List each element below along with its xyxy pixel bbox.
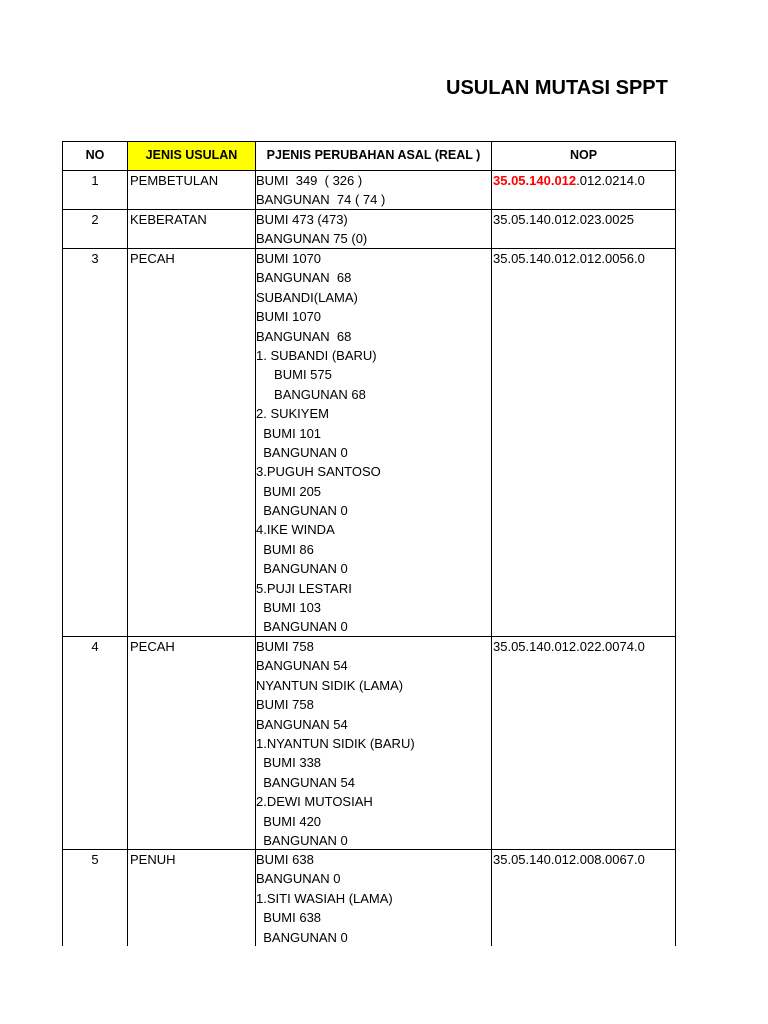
- perubahan-line: BUMI 1070: [256, 251, 322, 266]
- perubahan-line: BANGUNAN 74 ( 74 ): [256, 192, 386, 208]
- perubahan-line: 5.PUJI LESTARI: [256, 580, 352, 596]
- perubahan-line: BUMI 638: [256, 852, 314, 867]
- row-jenis-usulan: PECAH: [127, 249, 255, 636]
- header-jenis-usulan: JENIS USULAN: [127, 142, 255, 170]
- header-perubahan-asal: PJENIS PERUBAHAN ASAL (REAL ): [255, 142, 491, 170]
- perubahan-line: BANGUNAN 68: [256, 386, 366, 402]
- perubahan-line: BANGUNAN 0: [256, 444, 348, 460]
- table-row: [62, 248, 676, 636]
- row-nop: [491, 171, 676, 209]
- nop-value: .012.0214.0: [576, 173, 645, 188]
- perubahan-line: BANGUNAN 68: [256, 270, 352, 286]
- mutation-table: [62, 141, 676, 946]
- perubahan-line: BANGUNAN 0: [256, 619, 348, 635]
- table-row: [62, 170, 676, 209]
- perubahan-line: BANGUNAN 68: [256, 328, 352, 344]
- document-title: USULAN MUTASI SPPT: [446, 77, 668, 99]
- perubahan-line: 4.IKE WINDA: [256, 522, 335, 538]
- nop-highlighted-part: 35.05.140.012: [493, 173, 577, 188]
- perubahan-line: 1.NYANTUN SIDIK (BARU): [256, 735, 415, 751]
- row-nop: [491, 210, 676, 248]
- perubahan-line: BUMI 205: [256, 483, 322, 499]
- row-number: 2: [62, 210, 127, 248]
- perubahan-line: BANGUNAN 0: [256, 929, 348, 945]
- row-perubahan-asal: [255, 249, 491, 636]
- perubahan-line: BUMI 101: [256, 425, 322, 441]
- row-jenis-usulan: PECAH: [127, 637, 255, 849]
- perubahan-line: BUMI 575: [256, 367, 332, 383]
- perubahan-line: BUMI 349 ( 326 ): [256, 173, 363, 188]
- perubahan-line: BANGUNAN 0: [256, 561, 348, 577]
- row-nop: [491, 850, 676, 946]
- nop-value: 35.05.140.012.022.0074.0: [493, 639, 645, 654]
- perubahan-line: BUMI 1070: [256, 309, 322, 325]
- row-perubahan-asal: [255, 171, 491, 209]
- perubahan-line: BANGUNAN 0: [256, 832, 348, 848]
- perubahan-line: 1. SUBANDI (BARU): [256, 347, 377, 363]
- row-jenis-usulan: KEBERATAN: [127, 210, 255, 248]
- perubahan-line: NYANTUN SIDIK (LAMA): [256, 677, 404, 693]
- perubahan-line: BUMI 420: [256, 813, 322, 829]
- perubahan-line: SUBANDI(LAMA): [256, 289, 358, 305]
- row-nop: [491, 637, 676, 849]
- perubahan-line: BUMI 338: [256, 755, 322, 771]
- row-jenis-usulan: PEMBETULAN: [127, 171, 255, 209]
- row-perubahan-asal: [255, 210, 491, 248]
- header-nop: NOP: [491, 142, 676, 170]
- perubahan-line: BANGUNAN 0: [256, 871, 341, 887]
- row-number: 3: [62, 249, 127, 636]
- perubahan-line: BUMI 758: [256, 697, 314, 713]
- perubahan-line: 2. SUKIYEM: [256, 406, 329, 422]
- perubahan-line: BANGUNAN 75 (0): [256, 231, 368, 247]
- row-nop: [491, 249, 676, 636]
- perubahan-line: BANGUNAN 54: [256, 658, 348, 674]
- perubahan-line: BUMI 473 (473): [256, 212, 348, 227]
- perubahan-line: 1.SITI WASIAH (LAMA): [256, 890, 393, 906]
- nop-value: 35.05.140.012.023.0025: [493, 212, 634, 227]
- perubahan-line: 2.DEWI MUTOSIAH: [256, 794, 373, 810]
- nop-value: 35.05.140.012.008.0067.0: [493, 852, 645, 867]
- row-perubahan-asal: [255, 637, 491, 849]
- perubahan-line: BUMI 103: [256, 600, 322, 616]
- perubahan-line: BANGUNAN 54: [256, 716, 348, 732]
- perubahan-line: BANGUNAN 0: [256, 503, 348, 519]
- perubahan-line: BUMI 638: [256, 910, 322, 926]
- perubahan-line: 3.PUGUH SANTOSO: [256, 464, 381, 480]
- perubahan-line: BUMI 758: [256, 639, 314, 654]
- perubahan-line: BANGUNAN 54: [256, 774, 355, 790]
- table-row: [62, 636, 676, 849]
- row-jenis-usulan: PENUH: [127, 850, 255, 946]
- row-number: 5: [62, 850, 127, 946]
- row-number: 1: [62, 171, 127, 209]
- perubahan-line: BUMI 86: [256, 541, 314, 557]
- header-no: NO: [62, 142, 127, 170]
- nop-value: 35.05.140.012.012.0056.0: [493, 251, 645, 266]
- row-perubahan-asal: [255, 850, 491, 946]
- table-header-row: [62, 141, 676, 170]
- table-row: [62, 209, 676, 248]
- table-row: [62, 849, 676, 946]
- row-number: 4: [62, 637, 127, 849]
